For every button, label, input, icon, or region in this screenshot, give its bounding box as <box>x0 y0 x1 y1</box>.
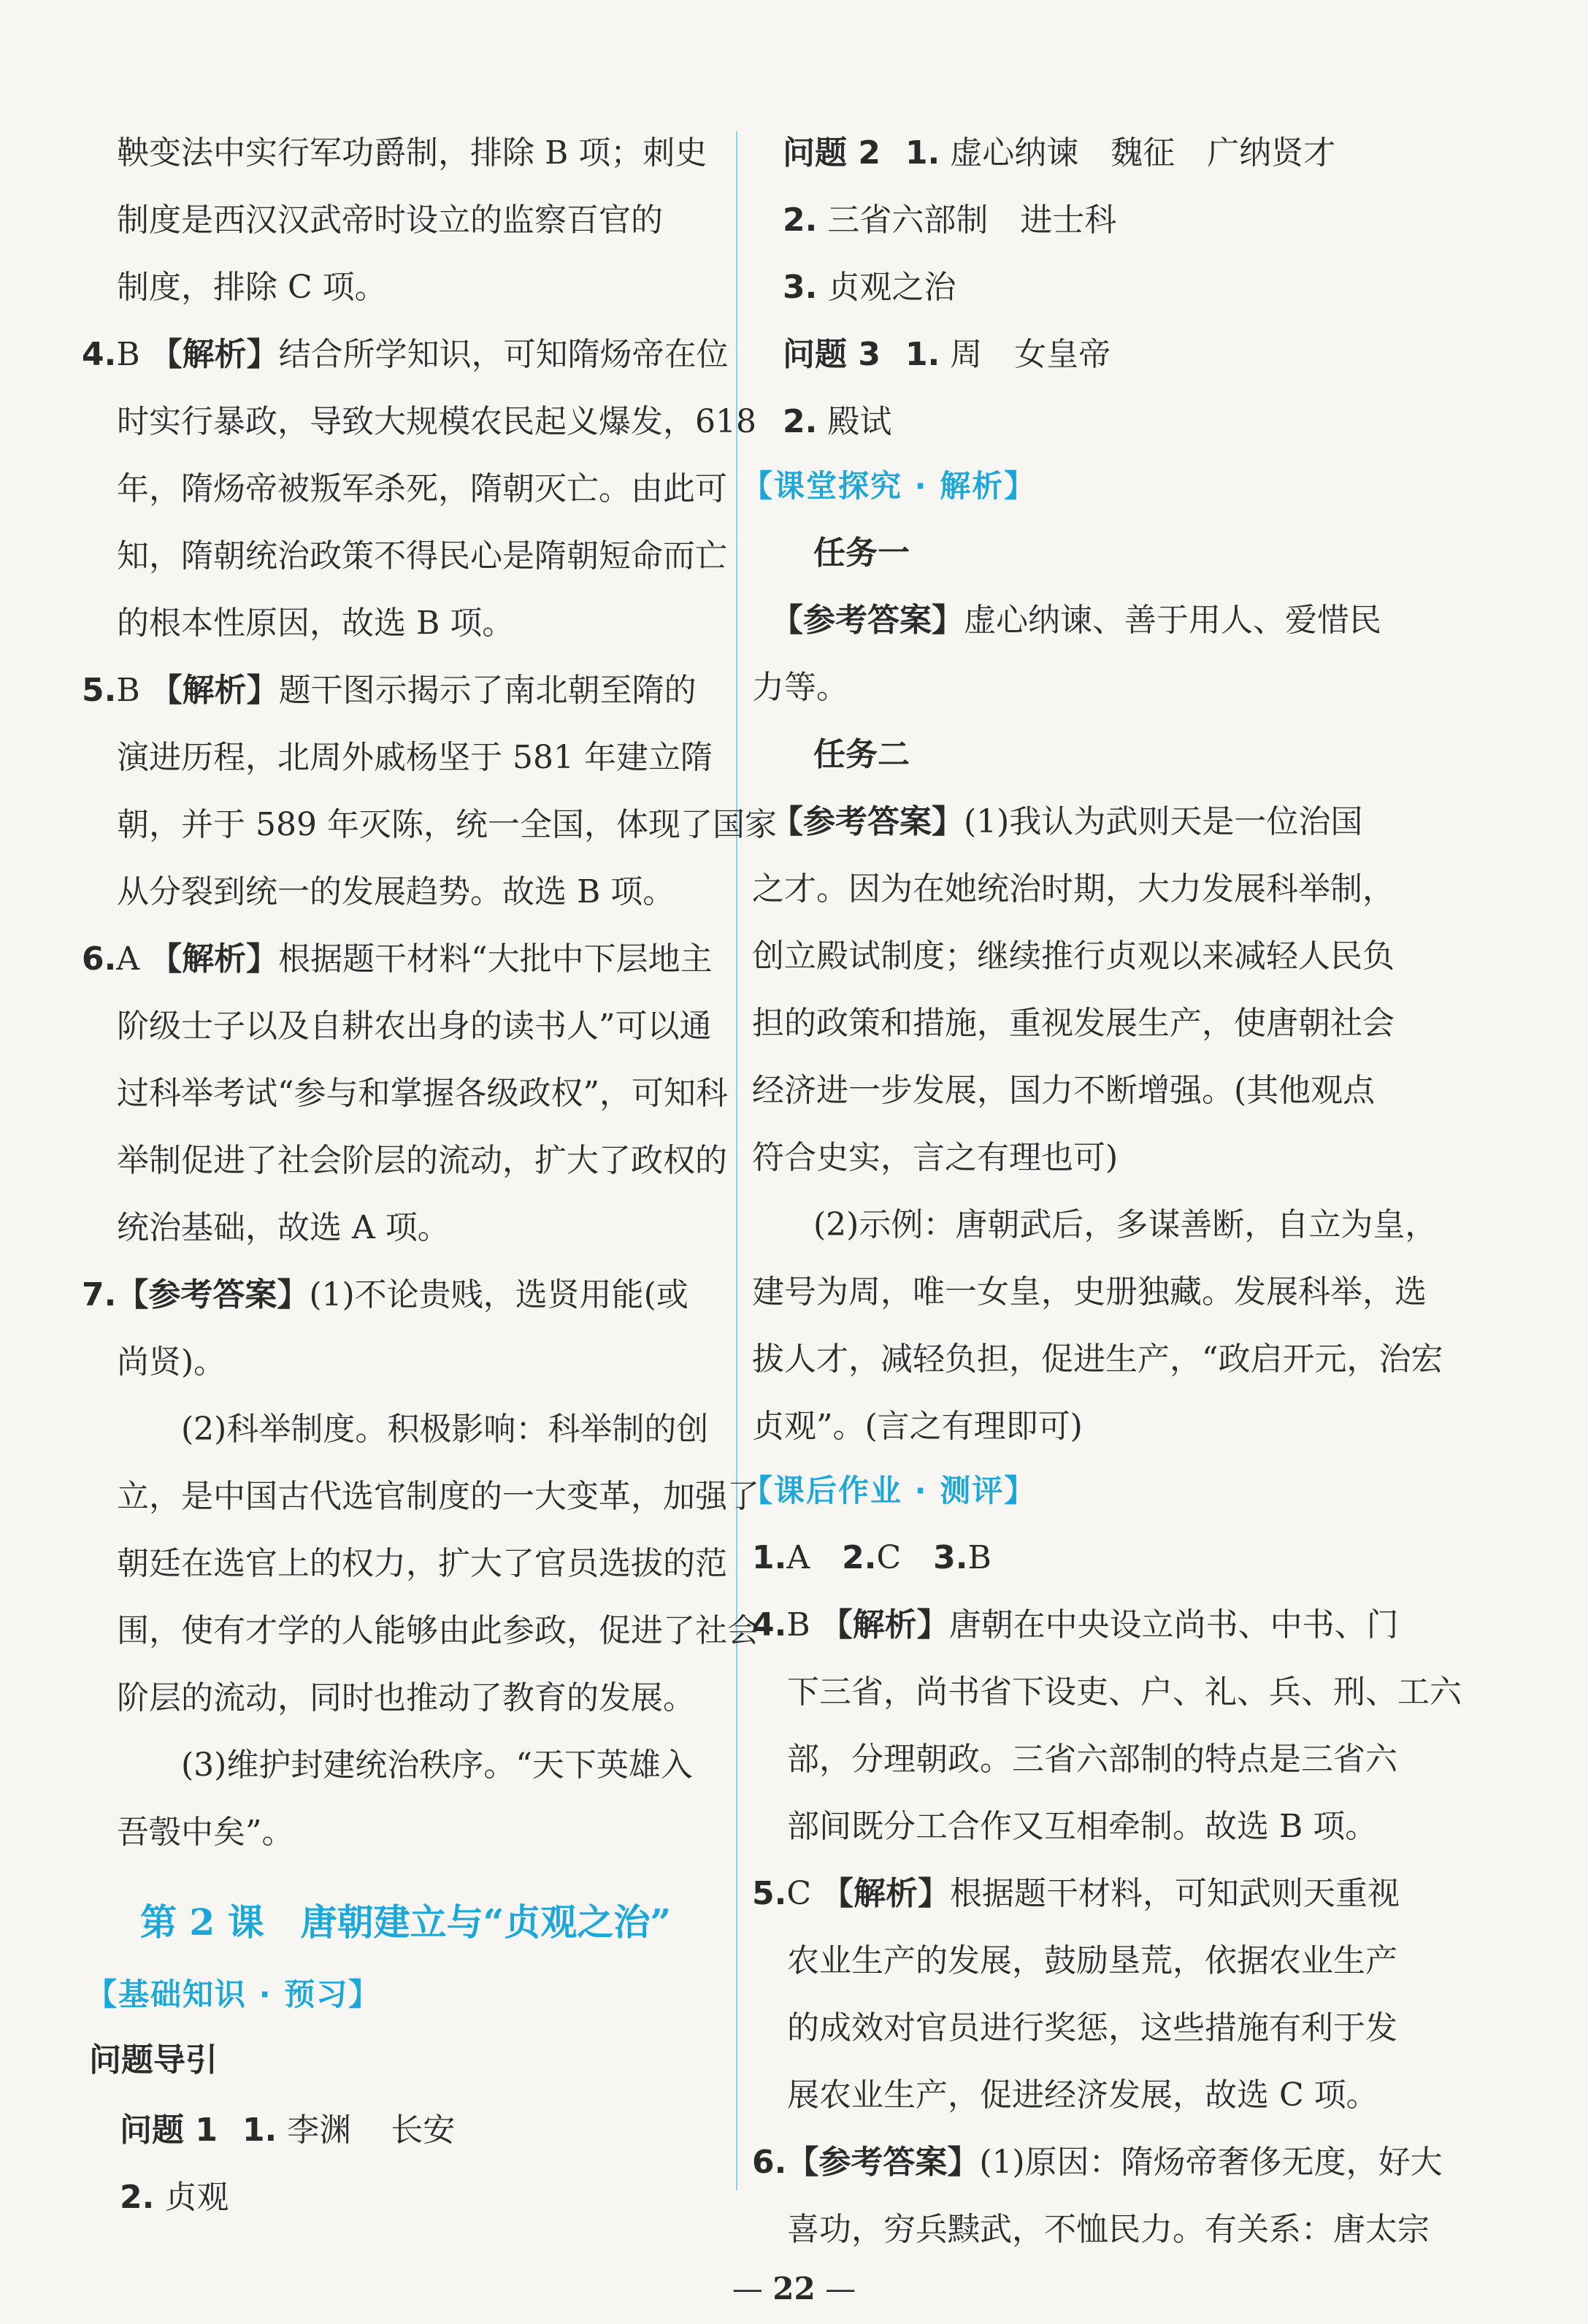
question-number: 7. <box>82 1276 117 1314</box>
text-line: 鞅变法中实行军功爵制，排除 B 项；刺史 <box>117 134 707 172</box>
answer-tag: 【参考答案】 <box>116 1276 310 1314</box>
right-column <box>737 0 1588 2324</box>
text-line: 根据题干材料“大批中下层地主 <box>278 940 713 978</box>
task-2-answer <box>771 800 1362 844</box>
item-number: 2. <box>783 202 818 239</box>
text-line: 的成效对官员进行奖惩，这些措施有利于发 <box>787 2009 1397 2047</box>
answer-text: 贞观 <box>164 2179 229 2216</box>
analysis-tag: 【解析】 <box>821 1875 951 1912</box>
text-line: 的根本性原因，故选 B 项。 <box>117 605 515 642</box>
question-4 <box>752 1603 1399 1647</box>
question-number: 6. <box>752 2144 787 2181</box>
text-line: 阶级士子以及自耕农出身的读书人”可以通 <box>117 1008 712 1045</box>
problem-3 <box>783 333 1111 377</box>
question-number: 4. <box>82 336 117 373</box>
answer-letter: B <box>116 336 140 373</box>
analysis-tag: 【解析】 <box>150 940 279 978</box>
answer-letter: A <box>116 940 140 978</box>
text-line: (1)我认为武则天是一位治国 <box>964 803 1363 840</box>
text-line: 农业生产的发展，鼓励垦荒，依据农业生产 <box>787 1942 1397 1979</box>
text-line: 创立殿试制度；继续推行贞观以来减轻人民负 <box>752 937 1395 975</box>
text-line: 年，隋炀帝被叛军杀死，隋朝灭亡。由此可 <box>117 470 727 507</box>
text-line: 制度是西汉汉武帝时设立的监察百官的 <box>117 202 663 239</box>
answer-text: 李渊 <box>287 2112 352 2149</box>
answer-letter: B <box>967 1539 991 1576</box>
text-line: 经济进一步发展，国力不断增强。(其他观点 <box>752 1072 1376 1109</box>
question-5 <box>752 1872 1400 1916</box>
text-line: (1)原因：隋炀帝奢侈无度，好大 <box>979 2144 1443 2181</box>
text-line: 部间既分工合作又互相牵制。故选 B 项。 <box>787 1808 1378 1845</box>
text-line: (2)示例：唐朝武后，多谋善断，自立为皇， <box>813 1206 1438 1243</box>
lesson-title: 第 2 课 唐朝建立与“贞观之治” <box>140 1901 672 1944</box>
text-line: 担的政策和措施，重视发展生产，使唐朝社会 <box>752 1005 1395 1042</box>
analysis-tag: 【解析】 <box>820 1606 949 1644</box>
task-2-heading: 任务二 <box>813 736 910 773</box>
problem-1 <box>120 2109 455 2152</box>
question-guide-heading: 问题导引 <box>89 2041 218 2079</box>
text-line: (2)科举制度。积极影响：科举制的创 <box>181 1411 709 1448</box>
text-line: 题干图示揭示了南北朝至隋的 <box>278 672 697 709</box>
item-number: 1. <box>242 2112 277 2149</box>
answer-tag: 【参考答案】 <box>771 803 964 840</box>
text-line: 演进历程，北周外戚杨坚于 581 年建立隋 <box>117 739 713 776</box>
text-line: 唐朝在中央设立尚书、中书、门 <box>948 1606 1399 1644</box>
text-line: 朝，并于 589 年灭陈，统一全国，体现了国家 <box>117 806 777 843</box>
answer-text: 虚心纳谏 魏征 广纳贤才 <box>950 134 1336 172</box>
text-line: 贞观”。(言之有理即可) <box>752 1408 1083 1445</box>
question-number: 5. <box>752 1875 787 1912</box>
text-line: 力等。 <box>752 669 848 706</box>
text-line: 拔人才，减轻负担，促进生产，“政启开元，治宏 <box>752 1341 1443 1378</box>
text-line: 制度，排除 C 项。 <box>117 269 387 306</box>
item-number: 1. <box>905 134 940 172</box>
problem-2-item-3 <box>783 266 956 310</box>
analysis-tag: 【解析】 <box>150 672 279 709</box>
text-line: 虚心纳谏、善于用人、爱惜民 <box>964 602 1381 639</box>
answer-text: 长安 <box>391 2112 456 2149</box>
text-line: 部，分理朝政。三省六部制的特点是三省六 <box>787 1741 1397 1778</box>
answer-text: 殿试 <box>827 403 892 440</box>
answer-letter: A <box>786 1539 810 1576</box>
item-number: 2. <box>783 403 818 440</box>
task-1-answer <box>771 599 1381 643</box>
page-number-value: 22 <box>772 2271 816 2306</box>
text-line: 之才。因为在她统治时期，大力发展科举制， <box>752 870 1395 908</box>
item-number: 3. <box>783 269 818 306</box>
text-line: 知，隋朝统治政策不得民心是隋朝短命而亡 <box>117 537 727 575</box>
text-line: 根据题干材料，可知武则天重视 <box>950 1875 1400 1912</box>
task-1-heading: 任务一 <box>813 534 910 572</box>
text-line: 符合史实，言之有理也可) <box>752 1139 1119 1176</box>
answer-tag: 【参考答案】 <box>771 602 964 639</box>
left-column <box>0 0 777 2324</box>
item-number: 1. <box>752 1539 787 1576</box>
problem-label: 问题 3 <box>783 336 881 373</box>
answer-letter: C <box>876 1539 902 1576</box>
item-number: 2. <box>120 2179 155 2216</box>
answer-text: 贞观之治 <box>827 269 956 306</box>
question-number: 6. <box>82 940 117 978</box>
question-number: 5. <box>82 672 117 709</box>
answer-letter: C <box>786 1875 812 1912</box>
problem-1-item-2 <box>120 2176 229 2220</box>
question-number: 4. <box>752 1606 787 1644</box>
section-heading-after: 【课后作业 · 测评】 <box>742 1473 1037 1508</box>
problem-3-item-2 <box>783 400 891 444</box>
problem-2 <box>783 131 1335 175</box>
section-heading-basic: 【基础知识 · 预习】 <box>86 1976 381 2012</box>
text-line: 阶层的流动，同时也推动了教育的发展。 <box>117 1679 695 1717</box>
answer-text: 周 女皇帝 <box>950 336 1111 373</box>
text-line: 立，是中国古代选官制度的一大变革，加强了 <box>117 1478 759 1515</box>
item-number: 1. <box>905 336 940 373</box>
section-heading-explore: 【课堂探究 · 解析】 <box>742 468 1037 504</box>
question-5 <box>82 669 697 713</box>
item-number: 2. <box>842 1539 877 1576</box>
text-line: 从分裂到统一的发展趋势。故选 B 项。 <box>117 873 675 910</box>
answer-letter: B <box>116 672 140 709</box>
text-line: (3)维护封建统治秩序。“天下英雄入 <box>181 1746 693 1784</box>
analysis-tag: 【解析】 <box>150 336 279 373</box>
text-line: 下三省，尚书省下设吏、户、礼、兵、刑、工六 <box>787 1673 1462 1711</box>
answer-text: 三省六部制 进士科 <box>827 202 1117 239</box>
problem-label: 问题 1 <box>120 2112 218 2149</box>
text-line: 时实行暴政，导致大规模农民起义爆发，618 <box>117 403 756 440</box>
text-line: 举制促进了社会阶层的流动，扩大了政权的 <box>117 1142 727 1179</box>
page-number: — 22 — <box>732 2271 856 2306</box>
text-line: 建号为周，唯一女皇，史册独藏。发展科举，选 <box>752 1273 1427 1311</box>
question-6 <box>82 937 713 981</box>
text-line: (1)不论贵贱，选贤用能(或 <box>309 1276 688 1314</box>
text-line: 朝廷在选官上的权力，扩大了官员选拔的范 <box>117 1545 727 1582</box>
item-number: 3. <box>933 1539 968 1576</box>
text-line: 过科举考试“参与和掌握各级政权”，可知科 <box>117 1075 728 1112</box>
problem-2-item-2 <box>783 199 1116 242</box>
mc-answers <box>752 1536 991 1580</box>
question-7 <box>82 1273 688 1317</box>
text-line: 吾彀中矣”。 <box>117 1814 294 1851</box>
problem-label: 问题 2 <box>783 134 881 172</box>
text-line: 尚贤)。 <box>117 1343 226 1381</box>
answer-tag: 【参考答案】 <box>786 2144 980 2181</box>
text-line: 展农业生产，促进经济发展，故选 C 项。 <box>787 2076 1378 2114</box>
question-6 <box>752 2141 1443 2185</box>
question-4 <box>82 333 729 377</box>
text-line: 围，使有才学的人能够由此参政，促进了社会 <box>117 1612 759 1649</box>
answer-letter: B <box>786 1606 810 1644</box>
text-line: 结合所学知识，可知隋炀帝在位 <box>278 336 729 373</box>
text-line: 统治基础，故选 A 项。 <box>117 1209 450 1246</box>
text-line: 喜功，穷兵黩武，不恤民力。有关系：唐太宗 <box>787 2211 1430 2248</box>
